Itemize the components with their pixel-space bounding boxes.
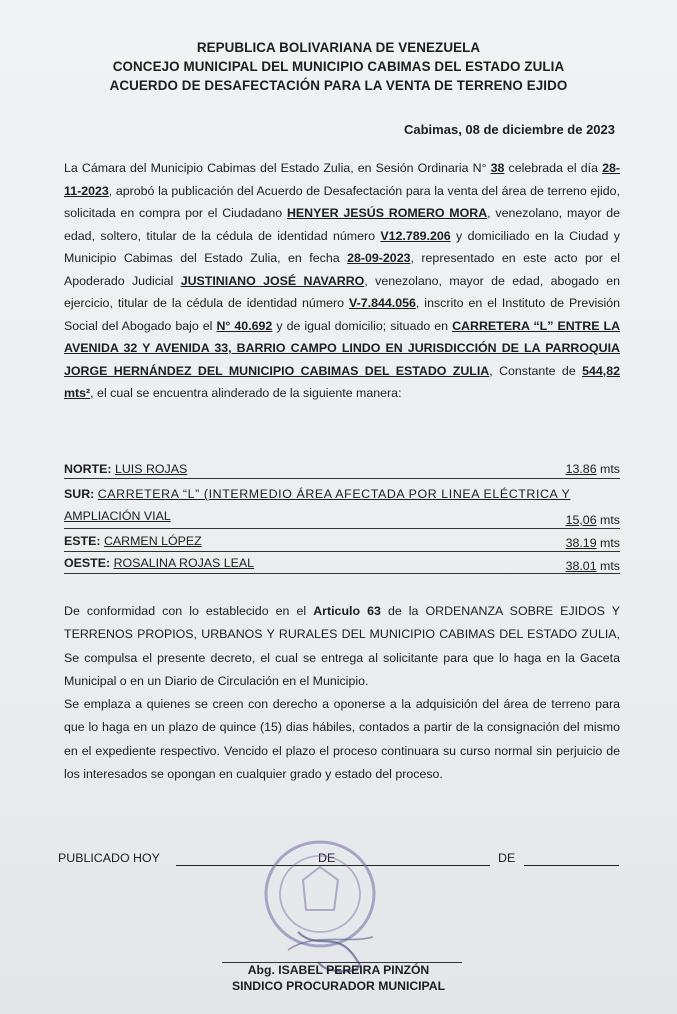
- intro-text: , venezolano, mayor de edad, soltero, titular de la cédula de identidad número: [64, 206, 620, 243]
- published-de: DE: [318, 851, 336, 865]
- header-line-1: REPUBLICA BOLIVARIANA DE VENEZUELA: [196, 40, 481, 55]
- citizen-id: V12.789.206: [380, 228, 451, 243]
- attorney-name: JUSTINIANO JOSÉ NAVARRO: [180, 273, 365, 288]
- blank-year[interactable]: [524, 865, 619, 866]
- intro-text: y de igual domicilio; situado en: [272, 318, 453, 333]
- intro-text: , Constante de: [489, 363, 583, 378]
- boundary-east: [64, 534, 620, 548]
- citizen-name: HENYER JESÚS ROMERO MORA: [286, 206, 488, 220]
- session-date: 28-11-2023: [64, 161, 621, 198]
- property-area: 544,82 mts²: [64, 363, 620, 400]
- intro-text: , venezolano, mayor de edad, abogado en ejercicio, titular de la cédula de identidad número: [64, 273, 621, 310]
- intro-text: , el cual se encuentra alinderado de la siguiente manera:: [90, 386, 402, 400]
- signer-name: Abg. ISABEL PEREIRA PINZÓN: [247, 963, 430, 977]
- closing-text: Se emplaza a quienes se creen con derecho a oponerse a la adquisición del área de terreno para que lo haga en un plazo de quince (15) dias hábiles, contados a partir de la consignación del mismo en el expediente respectivo. Vencido el plazo el proceso continuara su curso normal sin perjuicio de los interesados se opongan en cualquier grado y estado del proceso.: [64, 697, 620, 782]
- header-line-2: CONCEJO MUNICIPAL DEL MUNICIPIO CABIMAS DEL ESTADO ZULIA: [112, 59, 565, 74]
- boundary-value: CARRETERA “L” (INTERMEDIO ÁREA AFECTADA POR LINEA ELÉCTRICA Y: [97, 487, 571, 501]
- boundary-label: ESTE:: [64, 534, 101, 548]
- boundary-west: [64, 556, 620, 573]
- article-ref: Articulo 63: [313, 604, 381, 618]
- boundary-value: CARMEN LÓPEZ: [103, 534, 202, 548]
- boundary-label: OESTE:: [64, 556, 111, 570]
- boundary-south: [64, 487, 620, 501]
- closing-text: de la ORDENANZA SOBRE EJIDOS Y TERRENOS PROPIOS, URBANOS Y RURALES DEL MUNICIPIO CABIMAS DEL ESTADO ZULIA, Se compulsa el presente decreto, el cual se entrega al solicitante para que lo haga en la Gaceta Municipal o en un Diario de Circulación en el Municipio.: [64, 604, 620, 688]
- boundary-label: NORTE:: [64, 462, 112, 476]
- intro-text: , inscrito en el Instituto de Previsión Social del Abogado bajo el: [64, 296, 621, 333]
- boundary-length: 15,06 mts: [565, 513, 620, 527]
- boundary-length: 38.19 mts: [565, 536, 620, 550]
- boundary-rule: [64, 551, 620, 552]
- intro-text: , aprobó la publicación del Acuerdo de Desafectación para la venta del área de terreno ejido, solicitada en compra por el Ciudadano: [64, 183, 620, 220]
- boundary-rule: [64, 528, 620, 529]
- published-de: DE: [498, 851, 516, 865]
- intro-text: La Cámara del Municipio Cabimas del Estado Zulia, en Sesión Ordinaria N°: [64, 161, 491, 175]
- boundary-length: 38.01 mts: [565, 559, 620, 573]
- boundary-south-cont: [64, 509, 620, 527]
- boundary-length: 13.86 mts: [565, 462, 620, 476]
- intro-text: , representado en este acto por el Apoderado Judicial: [64, 251, 620, 288]
- intro-text: celebrada el día: [504, 161, 603, 175]
- attorney-id: V-7.844.056: [349, 296, 416, 310]
- session-number: 38: [490, 161, 505, 175]
- property-location: CARRETERA “L” ENTRE LA AVENIDA 32 Y AVENIDA 33, BARRIO CAMPO LINDO EN JURISDICCIÓN DE LA PARROQUIA JORGE HERNÁNDEZ DEL MUNICIPIO CABIMAS DEL ESTADO ZULIA: [64, 318, 621, 378]
- intro-text: y domiciliado en la Ciudad y Municipio Cabimas del Estado Zulia, en fecha: [64, 228, 620, 265]
- intro-paragraph: [64, 157, 620, 405]
- signer-title: SINDICO PROCURADOR MUNICIPAL: [231, 979, 446, 993]
- boundary-value: ROSALINA ROJAS LEAL: [113, 556, 255, 570]
- published-label: PUBLICADO HOY: [58, 851, 160, 865]
- closing-paragraph: [64, 600, 620, 786]
- request-date: 28-09-2023: [347, 251, 411, 265]
- closing-text: De conformidad con lo establecido en el: [64, 604, 314, 618]
- municipal-seal-stamp: [258, 832, 388, 982]
- document-date: Cabimas, 08 de diciembre de 2023: [404, 122, 615, 137]
- ipsa-number: N° 40.692: [216, 318, 273, 333]
- boundary-value: LUIS ROJAS: [114, 462, 188, 476]
- boundary-rule: [64, 478, 620, 479]
- boundary-value: AMPLIACIÓN VIAL: [64, 509, 171, 523]
- boundary-label: SUR:: [64, 487, 95, 501]
- boundary-north: [64, 462, 620, 476]
- header-line-3: ACUERDO DE DESAFECTACIÓN PARA LA VENTA DE TERRENO EJIDO: [109, 78, 568, 93]
- boundary-rule: [64, 573, 620, 574]
